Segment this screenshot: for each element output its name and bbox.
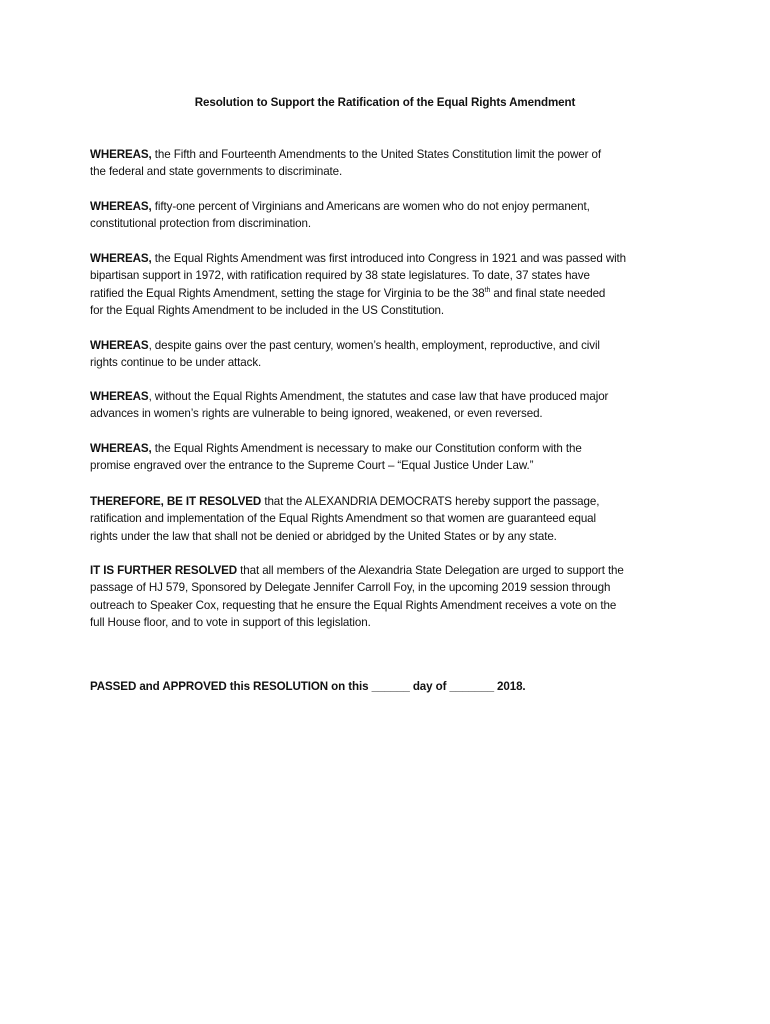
document-title: Resolution to Support the Ratification of the Equal Rights Amendment: [194, 96, 576, 109]
paragraph-text: constitutional protection from discrimination.: [90, 217, 311, 231]
paragraph-text: and final state needed: [490, 286, 606, 300]
paragraph-text: promise engraved over the entrance to the Supreme Court – “Equal Justice Under Law.”: [90, 459, 534, 473]
paragraph-text: fifty-one percent of Virginians and Americans are women who do not enjoy permanent,: [151, 200, 590, 213]
passed-approved-line: [90, 678, 690, 695]
paragraph-lead: WHEREAS,: [90, 442, 152, 455]
resolved-paragraph: [90, 493, 690, 545]
paragraph-text: the Fifth and Fourteenth Amendments to the United States Constitution limit the power of: [151, 148, 601, 161]
further-resolved-paragraph: [90, 562, 690, 631]
paragraph-text: full House floor, and to vote in support of this legislation.: [90, 615, 371, 629]
paragraph-lead: WHEREAS,: [90, 148, 152, 161]
paragraph-text: passage of HJ 579, Sponsored by Delegate Jennifer Carroll Foy, in the upcoming 2019 session through: [90, 581, 611, 595]
paragraph-text: rights under the law that shall not be denied or abridged by the United States or by any state.: [90, 529, 557, 543]
paragraph-text: bipartisan support in 1972, with ratification required by 38 state legislatures. To date, 37 states have: [90, 269, 590, 283]
whereas-paragraph-2: [90, 198, 690, 233]
paragraph-text: outreach to Speaker Cox, requesting that he ensure the Equal Rights Amendment receives a vote on the: [90, 598, 617, 612]
paragraph-text: for the Equal Rights Amendment to be included in the US Constitution.: [90, 303, 445, 317]
whereas-paragraph-5: [90, 388, 690, 423]
closing-text: PASSED and APPROVED this RESOLUTION on this ______ day of _______ 2018.: [90, 680, 526, 693]
paragraph-text: ratification and implementation of the Equal Rights Amendment so that women are guaranteed equal: [90, 512, 596, 526]
paragraph-text: advances in women’s rights are vulnerable to being ignored, weakened, or even reversed.: [90, 407, 543, 421]
paragraph-lead: WHEREAS: [90, 390, 149, 403]
paragraph-lead: WHEREAS,: [90, 200, 152, 213]
whereas-paragraph-6: [90, 440, 690, 475]
paragraph-text: the Equal Rights Amendment is necessary to make our Constitution conform with the: [151, 442, 582, 455]
paragraph-lead: THEREFORE, BE IT RESOLVED: [90, 495, 262, 508]
paragraph-lead: IT IS FURTHER RESOLVED: [90, 564, 238, 577]
paragraph-text: the federal and state governments to discriminate.: [90, 165, 343, 179]
paragraph-lead: WHEREAS,: [90, 252, 152, 265]
paragraph-text: ratified the Equal Rights Amendment, setting the stage for Virginia to be the 38: [90, 286, 485, 300]
paragraph-text: , despite gains over the past century, women’s health, employment, reproductive, and civil: [148, 339, 600, 352]
paragraph-lead: WHEREAS: [90, 339, 149, 352]
paragraph-text: that the ALEXANDRIA DEMOCRATS hereby support the passage,: [261, 495, 600, 508]
whereas-paragraph-1: [90, 146, 690, 181]
paragraph-text: , without the Equal Rights Amendment, the statutes and case law that have produced major: [148, 390, 609, 403]
paragraph-text: that all members of the Alexandria State Delegation are urged to support the: [237, 564, 624, 577]
ordinal-superscript: th: [484, 286, 491, 294]
paragraph-text: the Equal Rights Amendment was first introduced into Congress in 1921 and was passed with: [151, 252, 627, 265]
paragraph-text: rights continue to be under attack.: [90, 356, 262, 370]
whereas-paragraph-3: [90, 250, 690, 319]
whereas-paragraph-4: [90, 337, 690, 372]
